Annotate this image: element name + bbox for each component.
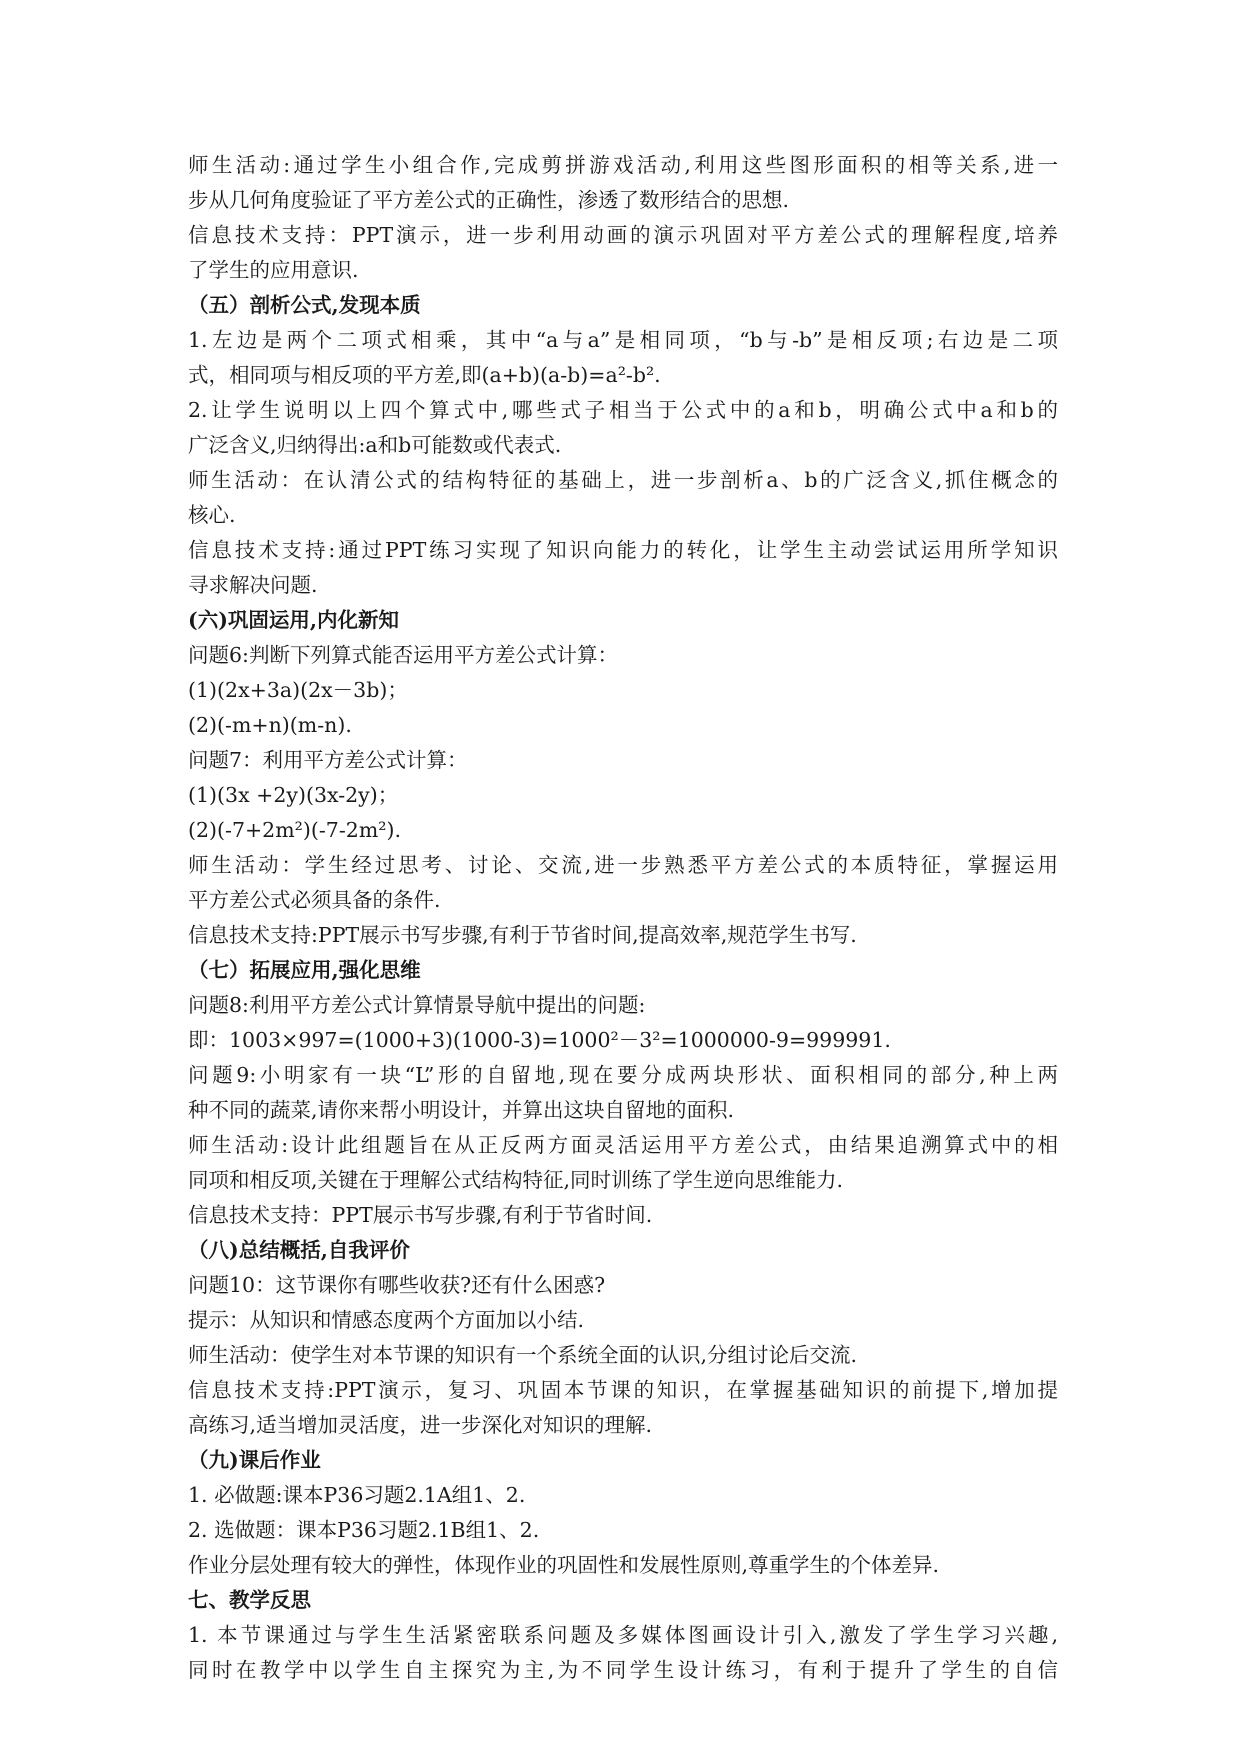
paragraph-line: 问题9:小明家有一块“L”形的自留地,现在要分成两块形状、面积相同的部分,种上两 xyxy=(188,1063,1058,1087)
paragraph-line: 种不同的蔬菜,请你来帮小明设计，并算出这块自留地的面积. xyxy=(188,1098,735,1122)
paragraph-line: 问题8:利用平方差公式计算情景导航中提出的问题: xyxy=(188,993,646,1017)
document-body xyxy=(188,148,1058,1688)
paragraph-line: 问题7：利用平方差公式计算： xyxy=(188,748,468,772)
section-heading: （七）拓展应用,强化思维 xyxy=(188,958,421,982)
section-heading: （九)课后作业 xyxy=(188,1448,321,1472)
paragraph-line: 同项和相反项,关键在于理解公式结构特征,同时训练了学生逆向思维能力. xyxy=(188,1168,844,1192)
paragraph-line: 师生活动：使学生对本节课的知识有一个系统全面的认识,分组讨论后交流. xyxy=(188,1343,858,1367)
paragraph-line: 信息技术支持:PPT演示，复习、巩固本节课的知识，在掌握基础知识的前提下,增加提 xyxy=(188,1378,1058,1402)
section-heading: （五）剖析公式,发现本质 xyxy=(188,293,421,317)
paragraph-line: 师生活动:通过学生小组合作,完成剪拼游戏活动,利用这些图形面积的相等关系,进一 xyxy=(188,153,1058,177)
paragraph-line: 信息技术支持：PPT展示书写步骤,有利于节省时间. xyxy=(188,1203,653,1227)
paragraph-line: (1)(2x+3a)(2x－3b)； xyxy=(188,678,408,702)
paragraph-line: 1.左边是两个二项式相乘，其中“a与a”是相同项，“b与-b”是相反项;右边是二项 xyxy=(188,328,1058,352)
section-heading: 七、教学反思 xyxy=(188,1588,311,1612)
paragraph-line: (1)(3x +2y)(3x-2y)； xyxy=(188,783,399,807)
paragraph-line: 信息技术支持：PPT演示，进一步利用动画的演示巩固对平方差公式的理解程度,培养 xyxy=(188,223,1058,247)
paragraph-line: 了学生的应用意识. xyxy=(188,258,359,282)
paragraph-line: 信息技术支持:PPT展示书写步骤,有利于节省时间,提高效率,规范学生书写. xyxy=(188,923,857,947)
paragraph-line: 师生活动:设计此组题旨在从正反两方面灵活运用平方差公式，由结果追溯算式中的相 xyxy=(188,1133,1058,1157)
paragraph-line: 信息技术支持:通过PPT练习实现了知识向能力的转化，让学生主动尝试运用所学知识 xyxy=(188,538,1058,562)
paragraph-line: 2. 选做题：课本P36习题2.1B组1、2. xyxy=(188,1518,540,1542)
paragraph-line: 广泛含义,归纳得出:a和b可能数或代表式. xyxy=(188,433,562,457)
paragraph-line: 同时在教学中以学生自主探究为主,为不同学生设计练习，有利于提升了学生的自信 xyxy=(188,1658,1058,1682)
paragraph-line: 步从几何角度验证了平方差公式的正确性，渗透了数形结合的思想. xyxy=(188,188,790,212)
paragraph-line: 核心. xyxy=(188,503,236,527)
paragraph-line: 师生活动：在认清公式的结构特征的基础上，进一步剖析a、b的广泛含义,抓住概念的 xyxy=(188,468,1058,492)
paragraph-line: 师生活动：学生经过思考、讨论、交流,进一步熟悉平方差公式的本质特征，掌握运用 xyxy=(188,853,1058,877)
paragraph-line: 1. 本节课通过与学生生活紧密联系问题及多媒体图画设计引入,激发了学生学习兴趣, xyxy=(188,1623,1058,1647)
section-heading: （八)总结概括,自我评价 xyxy=(188,1238,410,1262)
paragraph-line: 即：1003×997=(1000+3)(1000-3)=1000²－3²=1000000-9=999991. xyxy=(188,1028,891,1052)
paragraph-line: 高练习,适当增加灵活度，进一步深化对知识的理解. xyxy=(188,1413,653,1437)
paragraph-line: 平方差公式必须具备的条件. xyxy=(188,888,441,912)
paragraph-line: 问题10：这节课你有哪些收获?还有什么困惑? xyxy=(188,1273,606,1297)
paragraph-line: (2)(-7+2m²)(-7-2m²). xyxy=(188,818,401,842)
paragraph-line: 作业分层处理有较大的弹性，体现作业的巩固性和发展性原则,尊重学生的个体差异. xyxy=(188,1553,940,1577)
paragraph-line: 1. 必做题:课本P36习题2.1A组1、2. xyxy=(188,1483,526,1507)
paragraph-line: 2.让学生说明以上四个算式中,哪些式子相当于公式中的a和b，明确公式中a和b的 xyxy=(188,398,1058,422)
section-heading: (六)巩固运用,内化新知 xyxy=(188,608,400,632)
paragraph-line: 寻求解决问题. xyxy=(188,573,318,597)
paragraph-line: (2)(-m+n)(m-n). xyxy=(188,713,352,737)
paragraph-line: 式，相同项与相反项的平方差,即(a+b)(a-b)=a²-b². xyxy=(188,363,661,387)
paragraph-line: 提示：从知识和情感态度两个方面加以小结. xyxy=(188,1308,585,1332)
paragraph-line: 问题6:判断下列算式能否运用平方差公式计算： xyxy=(188,643,618,667)
